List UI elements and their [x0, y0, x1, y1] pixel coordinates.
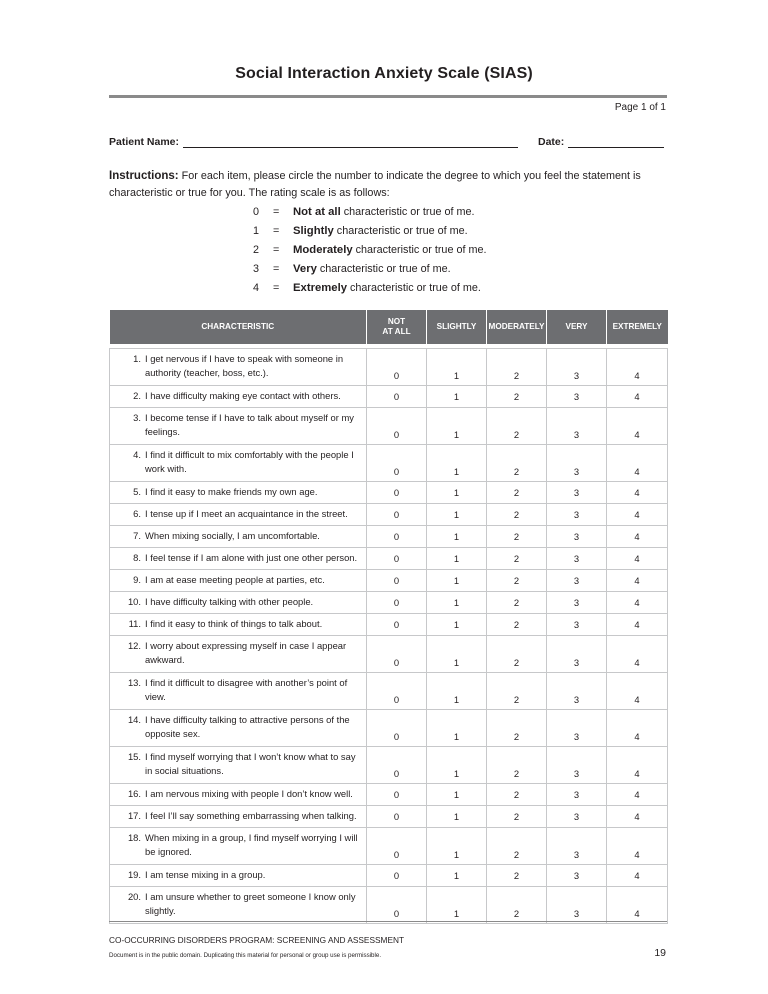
- date-field[interactable]: [538, 136, 664, 148]
- rating-very[interactable]: 3: [547, 828, 607, 865]
- scale-equals: =: [273, 263, 280, 275]
- rating-extremely[interactable]: 4: [607, 865, 668, 887]
- item-text: I feel I’ll say something embarrassing when talking.: [145, 810, 357, 821]
- rating-very[interactable]: 3: [547, 445, 607, 482]
- item-cell: [110, 865, 367, 887]
- table-row: [110, 592, 668, 614]
- rating-slightly[interactable]: 1: [427, 865, 487, 887]
- scale-row: [253, 242, 553, 261]
- rating-extremely[interactable]: 4: [607, 386, 668, 408]
- rating-not-at-all[interactable]: 0: [367, 710, 427, 747]
- rating-extremely[interactable]: 4: [607, 526, 668, 548]
- item-cell: [110, 614, 367, 636]
- item-text: I have difficulty talking to attractive persons of the opposite sex.: [145, 714, 350, 739]
- item-cell: [110, 828, 367, 865]
- item-cell: [110, 710, 367, 747]
- rating-very[interactable]: 3: [547, 784, 607, 806]
- item-number: 2.: [133, 390, 141, 401]
- rating-slightly[interactable]: 1: [427, 408, 487, 445]
- table-row: [110, 526, 668, 548]
- table-row: [110, 673, 668, 710]
- scale-description: characteristic or true of me.: [340, 206, 475, 218]
- rating-slightly[interactable]: 1: [427, 828, 487, 865]
- patient-name-label: Patient Name:: [109, 136, 180, 148]
- scale-term: Extremely: [293, 282, 348, 294]
- item-text: I have difficulty making eye contact with others.: [145, 390, 341, 401]
- scale-equals: =: [273, 225, 280, 237]
- item-cell: [110, 747, 367, 784]
- item-cell: [110, 482, 367, 504]
- rating-extremely[interactable]: 4: [607, 482, 668, 504]
- rating-extremely[interactable]: 4: [607, 570, 668, 592]
- rating-very[interactable]: 3: [547, 887, 607, 924]
- table-row: [110, 784, 668, 806]
- rating-extremely[interactable]: 4: [607, 806, 668, 828]
- rating-slightly[interactable]: 1: [427, 386, 487, 408]
- item-text: I am unsure whether to greet someone I know only slightly.: [145, 891, 356, 916]
- item-text: I feel tense if I am alone with just one other person.: [145, 552, 358, 563]
- scale-equals: =: [273, 206, 280, 218]
- item-cell: [110, 408, 367, 445]
- patient-name-field[interactable]: [109, 136, 518, 148]
- item-cell: [110, 673, 367, 710]
- item-number: 5.: [133, 486, 141, 497]
- rating-slightly[interactable]: 1: [427, 548, 487, 570]
- rating-moderately[interactable]: 2: [487, 710, 547, 747]
- scale-number: 3: [253, 263, 260, 275]
- rating-slightly[interactable]: 1: [427, 636, 487, 673]
- rating-moderately[interactable]: 2: [487, 482, 547, 504]
- table-row: [110, 865, 668, 887]
- rating-moderately[interactable]: 2: [487, 445, 547, 482]
- item-text: I am at ease meeting people at parties, etc.: [145, 574, 325, 585]
- table-row: [110, 636, 668, 673]
- table-row: [110, 548, 668, 570]
- rating-extremely[interactable]: 4: [607, 784, 668, 806]
- rating-not-at-all[interactable]: 0: [367, 482, 427, 504]
- rating-very[interactable]: 3: [547, 614, 607, 636]
- item-text: When mixing socially, I am uncomfortable.: [145, 530, 320, 541]
- scale-term: Very: [293, 263, 317, 275]
- rating-extremely[interactable]: 4: [607, 747, 668, 784]
- rating-slightly[interactable]: 1: [427, 747, 487, 784]
- table-row: [110, 614, 668, 636]
- rating-moderately[interactable]: 2: [487, 784, 547, 806]
- scale-description: characteristic or true of me.: [333, 225, 468, 237]
- rating-extremely[interactable]: 4: [607, 445, 668, 482]
- rating-moderately[interactable]: 2: [487, 504, 547, 526]
- item-cell: [110, 570, 367, 592]
- rating-moderately[interactable]: 2: [487, 408, 547, 445]
- table-row: [110, 504, 668, 526]
- rating-slightly[interactable]: 1: [427, 349, 487, 386]
- header-extremely: EXTREMELY: [607, 310, 668, 344]
- item-number: 6.: [133, 508, 141, 519]
- rating-not-at-all[interactable]: 0: [367, 526, 427, 548]
- rating-not-at-all[interactable]: 0: [367, 408, 427, 445]
- scale-term: Slightly: [293, 225, 334, 237]
- item-cell: [110, 592, 367, 614]
- rating-very[interactable]: 3: [547, 482, 607, 504]
- header-not-at-all-line2: AT ALL: [382, 327, 411, 336]
- item-text: I have difficulty talking with other people.: [145, 596, 314, 607]
- item-number: 4.: [133, 449, 141, 460]
- page-of: Page 1 of 1: [614, 102, 666, 113]
- item-number: 16.: [127, 788, 141, 799]
- item-cell: [110, 784, 367, 806]
- table-row: [110, 747, 668, 784]
- header-not-at-all: [367, 310, 427, 344]
- rating-slightly[interactable]: 1: [427, 887, 487, 924]
- table-row: [110, 482, 668, 504]
- rating-not-at-all[interactable]: 0: [367, 747, 427, 784]
- item-text: I tense up if I meet an acquaintance in the street.: [145, 508, 348, 519]
- scale-equals: =: [273, 282, 280, 294]
- item-number: 7.: [133, 530, 141, 541]
- rating-slightly[interactable]: 1: [427, 526, 487, 548]
- rating-slightly[interactable]: 1: [427, 445, 487, 482]
- rating-moderately[interactable]: 2: [487, 614, 547, 636]
- rating-not-at-all[interactable]: 0: [367, 504, 427, 526]
- item-text: I become tense if I have to talk about myself or my feelings.: [145, 412, 354, 437]
- rating-extremely[interactable]: 4: [607, 636, 668, 673]
- item-number: 10.: [127, 596, 141, 607]
- item-text: I find it difficult to mix comfortably with the people I work with.: [145, 449, 354, 474]
- item-number: 9.: [133, 574, 141, 585]
- item-number: 8.: [133, 552, 141, 563]
- scale-row: [253, 261, 553, 280]
- rating-very[interactable]: 3: [547, 504, 607, 526]
- item-text: I worry about expressing myself in case I appear awkward.: [145, 640, 347, 665]
- item-number: 18.: [127, 832, 141, 843]
- rating-very[interactable]: 3: [547, 865, 607, 887]
- table-row: [110, 806, 668, 828]
- table-row: [110, 386, 668, 408]
- item-number: 3.: [133, 412, 141, 423]
- rating-slightly[interactable]: 1: [427, 784, 487, 806]
- rating-not-at-all[interactable]: 0: [367, 592, 427, 614]
- instructions-text: For each item, please circle the number to indicate the degree to which you feel the statement is characteristic or true for you. The rating scale is as follows:: [109, 170, 641, 199]
- item-cell: [110, 636, 367, 673]
- item-text: I am nervous mixing with people I don’t know well.: [145, 788, 353, 799]
- rating-moderately[interactable]: 2: [487, 592, 547, 614]
- rating-moderately[interactable]: 2: [487, 636, 547, 673]
- rating-very[interactable]: 3: [547, 349, 607, 386]
- header-very: VERY: [547, 310, 607, 344]
- scale-row: [253, 204, 553, 223]
- rating-moderately[interactable]: 2: [487, 548, 547, 570]
- scale-description: characteristic or true of me.: [316, 263, 451, 275]
- rating-slightly[interactable]: 1: [427, 710, 487, 747]
- item-text: I find it difficult to disagree with another’s point of view.: [145, 677, 348, 702]
- table-row: [110, 408, 668, 445]
- header-moderately: MODERATELY: [487, 310, 547, 344]
- rating-not-at-all[interactable]: 0: [367, 865, 427, 887]
- rating-moderately[interactable]: 2: [487, 570, 547, 592]
- table-row: [110, 445, 668, 482]
- rating-moderately[interactable]: 2: [487, 386, 547, 408]
- date-label: Date:: [538, 136, 565, 148]
- table-body: [110, 349, 668, 924]
- item-number: 17.: [127, 810, 141, 821]
- item-text: I find myself worrying that I won’t know what to say in social situations.: [145, 751, 356, 776]
- rating-moderately[interactable]: 2: [487, 673, 547, 710]
- footer-program: CO-OCCURRING DISORDERS PROGRAM: SCREENING AND ASSESSMENT: [109, 935, 405, 945]
- item-number: 14.: [127, 714, 141, 725]
- rating-moderately[interactable]: 2: [487, 349, 547, 386]
- rating-extremely[interactable]: 4: [607, 349, 668, 386]
- rating-not-at-all[interactable]: 0: [367, 614, 427, 636]
- table-row: [110, 887, 668, 924]
- rating-extremely[interactable]: 4: [607, 710, 668, 747]
- rating-slightly[interactable]: 1: [427, 504, 487, 526]
- scale-description: characteristic or true of me.: [352, 244, 487, 256]
- rating-extremely[interactable]: 4: [607, 614, 668, 636]
- rating-not-at-all[interactable]: 0: [367, 349, 427, 386]
- rating-extremely[interactable]: 4: [607, 887, 668, 924]
- item-number: 20.: [127, 891, 141, 902]
- rating-not-at-all[interactable]: 0: [367, 784, 427, 806]
- sias-table: [109, 310, 668, 924]
- rating-slightly[interactable]: 1: [427, 482, 487, 504]
- rating-slightly[interactable]: 1: [427, 806, 487, 828]
- rating-very[interactable]: 3: [547, 526, 607, 548]
- rating-not-at-all[interactable]: 0: [367, 636, 427, 673]
- scale-equals: =: [273, 244, 280, 256]
- header-not-at-all-line1: NOT: [387, 317, 406, 326]
- rating-extremely[interactable]: 4: [607, 673, 668, 710]
- page-number: 19: [654, 947, 666, 959]
- scale-term: Not at all: [293, 206, 341, 218]
- rating-not-at-all[interactable]: 0: [367, 570, 427, 592]
- item-number: 1.: [133, 353, 141, 364]
- rating-extremely[interactable]: 4: [607, 408, 668, 445]
- item-number: 12.: [127, 640, 141, 651]
- page-title: Social Interaction Anxiety Scale (SIAS): [235, 65, 533, 82]
- rating-very[interactable]: 3: [547, 747, 607, 784]
- rating-scale: [253, 204, 553, 299]
- item-text: When mixing in a group, I find myself worrying I will be ignored.: [145, 832, 358, 857]
- rating-not-at-all[interactable]: 0: [367, 806, 427, 828]
- header-slightly: SLIGHTLY: [427, 310, 487, 344]
- table-row: [110, 570, 668, 592]
- scale-row: [253, 280, 553, 299]
- scale-number: 1: [253, 225, 260, 237]
- date-line[interactable]: [568, 136, 664, 148]
- scale-description: characteristic or true of me.: [347, 282, 481, 294]
- rating-very[interactable]: 3: [547, 570, 607, 592]
- item-text: I get nervous if I have to speak with someone in authority (teacher, boss, etc.).: [145, 353, 344, 378]
- rating-extremely[interactable]: 4: [607, 828, 668, 865]
- rating-moderately[interactable]: 2: [487, 887, 547, 924]
- title-divider: [109, 95, 667, 98]
- item-number: 11.: [128, 618, 141, 629]
- item-cell: [110, 548, 367, 570]
- rating-moderately[interactable]: 2: [487, 747, 547, 784]
- item-cell: [110, 526, 367, 548]
- item-text: I am tense mixing in a group.: [145, 869, 266, 880]
- rating-very[interactable]: 3: [547, 710, 607, 747]
- rating-very[interactable]: 3: [547, 592, 607, 614]
- rating-slightly[interactable]: 1: [427, 673, 487, 710]
- rating-not-at-all[interactable]: 0: [367, 673, 427, 710]
- rating-slightly[interactable]: 1: [427, 614, 487, 636]
- rating-slightly[interactable]: 1: [427, 592, 487, 614]
- item-cell: [110, 806, 367, 828]
- item-number: 19.: [127, 869, 141, 880]
- item-text: I find it easy to make friends my own age.: [145, 486, 318, 497]
- rating-moderately[interactable]: 2: [487, 865, 547, 887]
- table-row: [110, 710, 668, 747]
- item-text: I find it easy to think of things to talk about.: [145, 618, 323, 629]
- rating-very[interactable]: 3: [547, 636, 607, 673]
- item-cell: [110, 504, 367, 526]
- rating-moderately[interactable]: 2: [487, 828, 547, 865]
- rating-extremely[interactable]: 4: [607, 592, 668, 614]
- item-cell: [110, 349, 367, 386]
- rating-extremely[interactable]: 4: [607, 504, 668, 526]
- scale-row: [253, 223, 553, 242]
- scale-term: Moderately: [293, 244, 353, 256]
- item-cell: [110, 386, 367, 408]
- rating-very[interactable]: 3: [547, 548, 607, 570]
- rating-not-at-all[interactable]: 0: [367, 828, 427, 865]
- rating-very[interactable]: 3: [547, 673, 607, 710]
- rating-very[interactable]: 3: [547, 408, 607, 445]
- rating-not-at-all[interactable]: 0: [367, 548, 427, 570]
- footer-note: Document is in the public domain. Duplicating this material for personal or group use is permissible.: [109, 952, 382, 959]
- rating-extremely[interactable]: 4: [607, 548, 668, 570]
- rating-very[interactable]: 3: [547, 806, 607, 828]
- rating-moderately[interactable]: 2: [487, 806, 547, 828]
- rating-moderately[interactable]: 2: [487, 526, 547, 548]
- rating-not-at-all[interactable]: 0: [367, 386, 427, 408]
- item-number: 13.: [127, 677, 141, 688]
- patient-name-line[interactable]: [183, 136, 518, 148]
- header-characteristic: CHARACTERISTIC: [110, 310, 367, 344]
- scale-number: 2: [253, 244, 260, 256]
- table-row: [110, 349, 668, 386]
- instructions: [109, 168, 669, 202]
- scale-number: 0: [253, 206, 260, 218]
- instructions-lead: Instructions:: [109, 170, 179, 182]
- item-cell: [110, 445, 367, 482]
- footer-divider: [109, 921, 667, 922]
- item-cell: [110, 887, 367, 924]
- rating-slightly[interactable]: 1: [427, 570, 487, 592]
- scale-number: 4: [253, 282, 260, 294]
- table-row: [110, 828, 668, 865]
- rating-not-at-all[interactable]: 0: [367, 445, 427, 482]
- rating-not-at-all[interactable]: 0: [367, 887, 427, 924]
- rating-very[interactable]: 3: [547, 386, 607, 408]
- table-header-row: [110, 310, 668, 344]
- item-number: 15.: [127, 751, 141, 762]
